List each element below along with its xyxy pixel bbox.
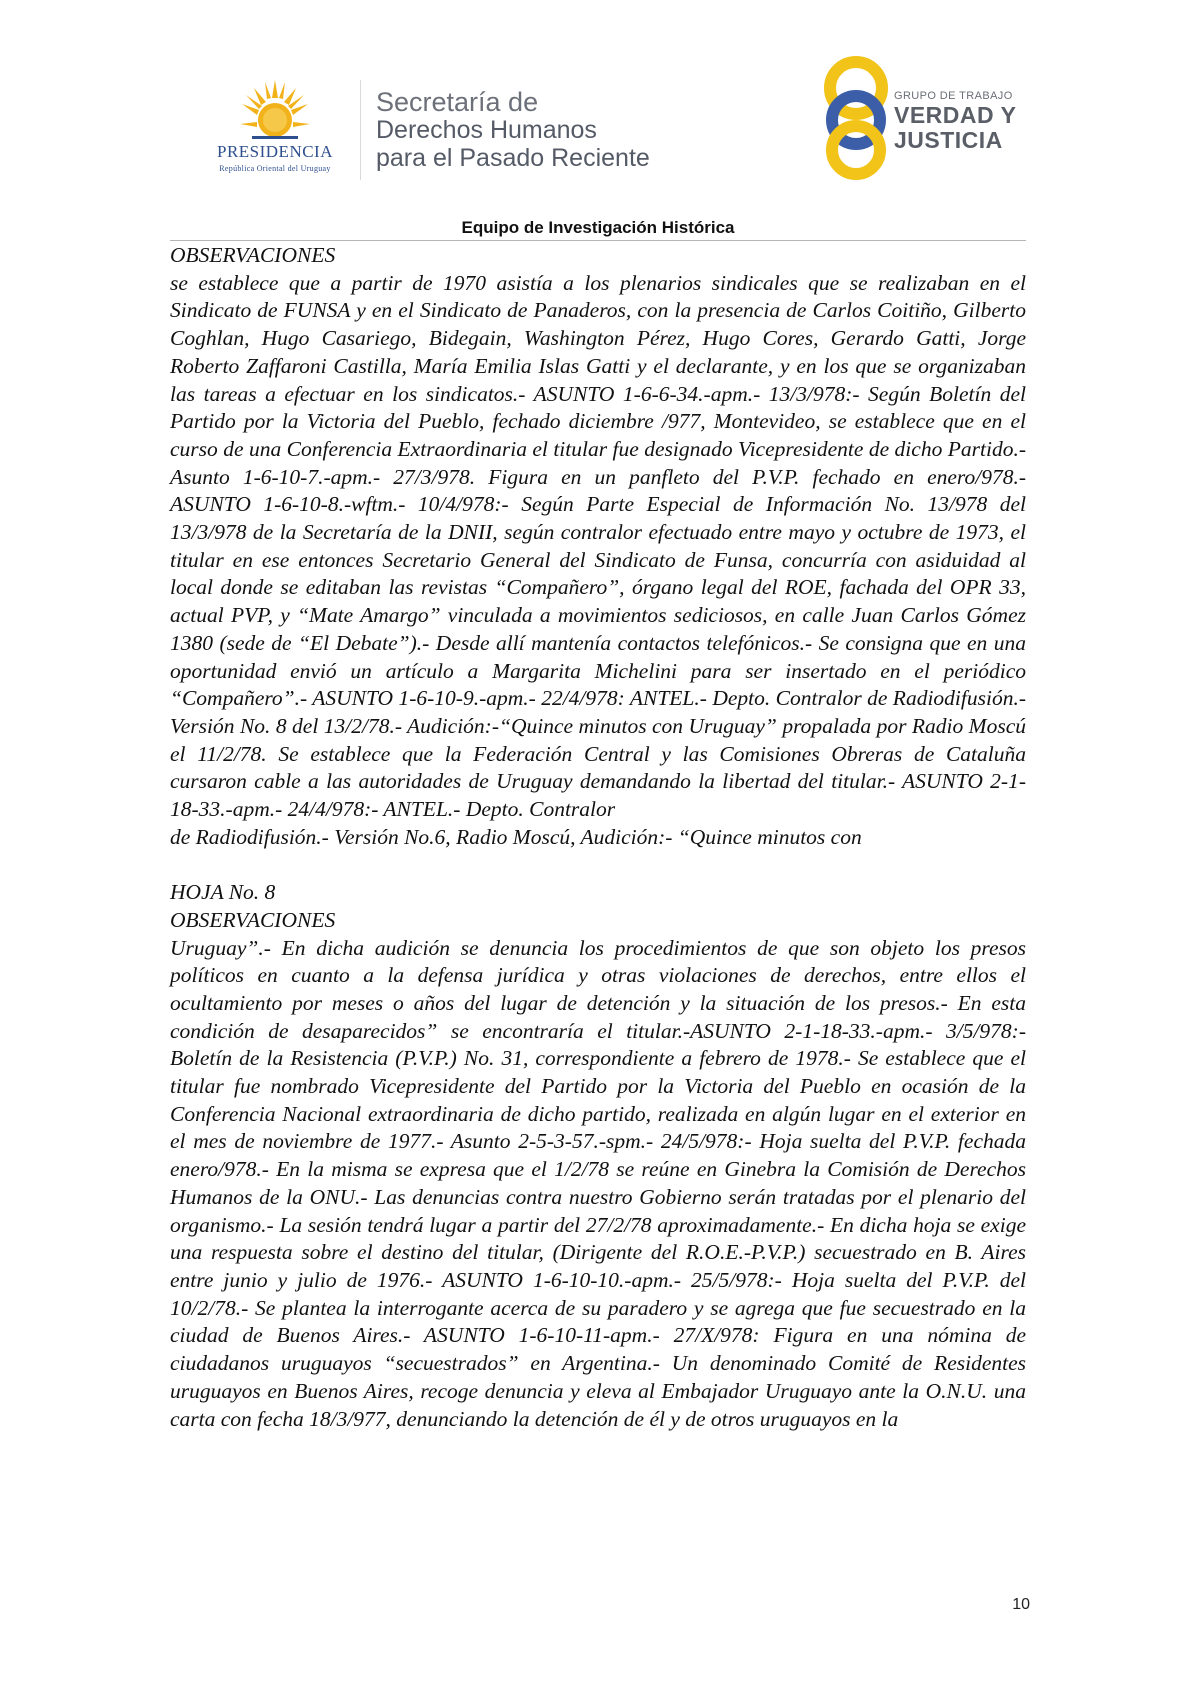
section-1-text: se establece que a partir de 1970 asistía a los plenarios sindicales que se realizaban en el Sindicato de FUNSA y en el Sindicato de Panaderos, con la presencia de Carlos Coitiño, Gilberto Coghlan, Hugo Casariego, Bidegain, Washington Pérez, Hugo Cores, Gerardo Gatti, Jorge Roberto Zaffaroni Castilla, María Emilia Islas Gatti y el declarante, y en los que se organizaban las tareas a efectuar en los sindicatos.- ASUNTO 1-6-6-34.-apm.- 13/3/978:- Según Boletín del Partido por la Victoria del Pueblo, fechado diciembre /977, Montevideo, se establece que en el curso de una Conferencia Extraordinaria el titular fue designado Vicepresidente de dicho Partido.- Asunto 1-6-10-7.-apm.- 27/3/978. Figura en un panfleto del P.V.P. fechado en enero/978.- ASUNTO 1-6-10-8.-wftm.- 10/4/978:- Según Parte Especial de Información No. 13/978 del 13/3/978 de la Secretaría de la DNII, según contralor efectuado entre mayo y octubre de 1973, el titular en ese entonces Secretario General del Sindicato de Funsa, concurría con asiduidad al local donde se editaban las revistas “Compañero”, órgano legal del ROE, fachada del OPR 33, actual PVP, y “Mate Amargo” vinculada a movimientos sediciosos, en calle Juan Carlos Gómez 1380 (sede de “El Debate”).- Desde allí mantenía contactos telefónicos.- Se consigna que en una oportunidad envió un artículo a Margarita Michelini para ser insertado en el periódico “Compañero”.- ASUNTO 1-6-10-9.-apm.- 22/4/978: ANTEL.- Depto. Contralor de Radiodifusión.- Versión No. 8 del 13/2/78.- Audición:-“Quince minutos con Uruguay” propalada por Radio Moscú el 11/2/78. Se establece que la Federación Central y las Comisiones Obreras de Cataluña cursaron cable a las autoridades de Uruguay demandando la libertad del titular.- ASUNTO 2-1-18-33.-apm.- 24/4/978:- ANTEL.- Depto. Contralor xyxy=(170,270,1026,822)
page-number: 10 xyxy=(1012,1596,1030,1613)
header-divider xyxy=(360,80,361,180)
section-1-last-line: de Radiodifusión.- Versión No.6, Radio Moscú, Audición:- “Quince minutos con xyxy=(170,824,862,849)
header-rule xyxy=(170,240,1026,241)
section-gap xyxy=(170,851,1026,879)
sheet-number: HOJA No. 8 xyxy=(170,880,276,905)
section-2-heading: OBSERVACIONES xyxy=(170,907,336,932)
presidencia-logo xyxy=(196,78,354,178)
secretaria-line-1: Secretaría de xyxy=(376,87,539,117)
secretaria-title xyxy=(376,88,736,172)
grupo-trabajo-label: GRUPO DE TRABAJO xyxy=(894,90,1013,102)
verdad-label: VERDAD Y xyxy=(894,102,1017,128)
presidencia-label: PRESIDENCIA xyxy=(216,142,333,161)
republica-label: República Oriental del Uruguay xyxy=(219,164,331,173)
sun-icon xyxy=(240,80,310,142)
team-title: Equipo de Investigación Histórica xyxy=(461,218,735,237)
document-body xyxy=(170,242,1026,1433)
secretaria-line-2: Derechos Humanos xyxy=(376,116,597,144)
justicia-label: JUSTICIA xyxy=(894,127,1003,153)
verdad-justicia-label xyxy=(894,103,1016,153)
secretaria-line-3: para el Pasado Reciente xyxy=(376,144,650,172)
verdad-justicia-logo xyxy=(820,56,1030,180)
section-2-text: Uruguay”.- En dicha audición se denuncia los procedimientos de que son objeto los presos políticos en cuanto a la defensa jurídica y otras violaciones de derechos, entre ellos el ocultamiento por meses o años del lugar de detención y la situación de los presos.- En esta condición de desaparecidos” se encontraría el titular.-ASUNTO 2-1-18-33.-apm.- 3/5/978:- Boletín de la Resistencia (P.V.P.) No. 31, correspondiente a febrero de 1978.- Se establece que el titular fue nombrado Vicepresidente del Partido por la Victoria del Pueblo en ocasión de la Conferencia Nacional extraordinaria de dicho partido, realizada en algún lugar en el exterior en el mes de noviembre de 1977.- Asunto 2-5-3-57.-spm.- 24/5/978:- Hoja suelta del P.V.P. fechada enero/978.- En la misma se expresa que el 1/2/78 se reúne en Ginebra la Comisión de Derechos Humanos de la ONU.- Las denuncias contra nuestro Gobierno serán tratadas por el plenario del organismo.- La sesión tendrá lugar a partir del 27/2/78 aproximadamente.- En dicha hoja se exige una respuesta sobre el destino del titular, (Dirigente del R.O.E.-P.V.P.) secuestrado en B. Aires entre junio y julio de 1976.- ASUNTO 1-6-10-10.-apm.- 25/5/978:- Hoja suelta del P.V.P. del 10/2/78.- Se plantea la interrogante acerca de su paradero y se agrega que fue secuestrado en la ciudad de Buenos Aires.- ASUNTO 1-6-10-11-apm.- 27/X/978: Figura en una nómina de ciudadanos uruguayos “secuestrados” en Argentina.- Un denominado Comité de Residentes uruguayos en Buenos Aires, recoge denuncia y eleva al Embajador Uruguayo ante la O.N.U. una carta con fecha 18/3/977, denunciando la detención de él y de otros uruguayos en la xyxy=(170,935,1026,1431)
section-1-heading: OBSERVACIONES xyxy=(170,243,336,267)
rings-icon xyxy=(820,56,892,180)
